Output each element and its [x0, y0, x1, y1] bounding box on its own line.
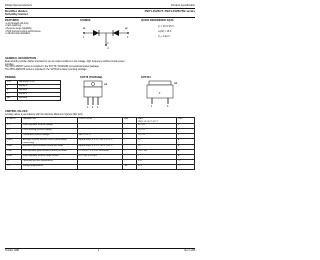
- pin-number: tab: [6, 97, 18, 101]
- row-parameter: Peak repetitive reverse voltage: [21, 124, 77, 129]
- sot78-pin-3-label: 3: [97, 107, 99, 108]
- document-type: Product specification: [171, 4, 195, 7]
- limiting-values-subtitle: Limiting values in accordance with the Absolute Maximum System (IEC 134): [5, 113, 83, 116]
- row-conditions: tₚ = 2 µs; δ = 0.001: [77, 155, 123, 160]
- general-description-body: [5, 61, 195, 72]
- feature-item: • High thermal cycling performance: [5, 30, 41, 33]
- row-min: -: [123, 129, 137, 134]
- row-max: 15: [137, 145, 177, 150]
- row-max: 20 / 25: [137, 124, 177, 129]
- description-line: supplies.: [5, 63, 15, 66]
- row-symbol: Tₛₜ₉: [6, 165, 22, 170]
- feature-item: • Reverse surge capability: [5, 27, 32, 30]
- sot78-tab-label: tab: [104, 84, 108, 86]
- row-parameter: Storage temperature: [21, 165, 77, 170]
- pin-number: 3: [6, 93, 18, 97]
- footer-date: October 1998: [5, 249, 19, 252]
- row-max: 20 / 25: [137, 134, 177, 139]
- row-unit: V: [177, 129, 195, 134]
- max-column-label: MAX.: [138, 118, 144, 120]
- sot404-tab-label: tab: [174, 83, 178, 85]
- quick-reference-values: [158, 26, 174, 39]
- sot404-pin-1-label: 1: [151, 106, 153, 108]
- title-line-2: Schottky barrier: [5, 11, 29, 16]
- sot78-heading: SOT78 (TO220AB): [80, 76, 103, 79]
- row-parameter: Non-repetitive peak forward current per diode: [21, 150, 77, 155]
- row-max: 175: [137, 165, 177, 170]
- sot404-heading: SOT404: [141, 76, 151, 79]
- limiting-values-table: [5, 117, 195, 170]
- subcolumn-25ct: 25CT: [152, 120, 158, 123]
- diode-symbol: [80, 23, 132, 51]
- row-unit: A: [177, 139, 195, 145]
- limiting-table-body: [6, 124, 195, 170]
- row-conditions: Tₘₐ ≤ 125 °C: [77, 134, 123, 139]
- row-conditions: square wave; δ = 0.5; Tₘₐ ≤ 133 °C: [77, 139, 123, 145]
- feature-item: • Low forward volt drop: [5, 22, 29, 25]
- pin-a1-label: a1: [83, 28, 86, 30]
- row-conditions: t = 10 ms; t = 8.3 ms sinusoidal: [77, 150, 123, 155]
- row-parameter: Average rectified forward current (both diodes conducting): [21, 139, 77, 145]
- row-parameter: Operating junction temperature: [21, 160, 77, 165]
- pinning-table: [5, 80, 61, 101]
- pin-k-label: k: [107, 43, 109, 45]
- footer-page-number: 1: [98, 249, 100, 252]
- row-min: -65: [123, 165, 137, 170]
- row-parameter: Continuous reverse voltage: [21, 134, 77, 139]
- row-max: 20 / 25: [137, 129, 177, 134]
- row-unit: A: [177, 155, 195, 160]
- footer-rule: [5, 248, 195, 249]
- pin-1-number: 1: [83, 37, 85, 39]
- pin-2-number: 2: [107, 48, 109, 50]
- row-unit: °C: [177, 165, 195, 170]
- title-rule: [5, 17, 195, 18]
- pin-3-number: 3: [127, 37, 129, 39]
- row-min: -: [123, 124, 137, 129]
- min-column-header: MIN.: [123, 118, 137, 124]
- pin-description: anode 2: [18, 93, 61, 97]
- row-max: 150 / 165: [137, 150, 177, 155]
- row-symbol: V₇₇₈: [6, 124, 22, 129]
- sot78-tab-icon: [84, 81, 102, 87]
- quick-ref-line: V₂ = 20 V/ 25 V: [158, 26, 174, 28]
- row-max: 150: [137, 160, 177, 165]
- conditions-column-header: CONDITIONS: [77, 118, 123, 124]
- row-parameter: Crest working reverse voltage: [21, 129, 77, 134]
- row-symbol: I₈RM: [6, 155, 22, 160]
- row-unit: A: [177, 150, 195, 155]
- sot404-pin-3-label: 3: [167, 106, 169, 108]
- sot78-pin-2-label: 2: [92, 107, 94, 108]
- symbol-column-header: SYMBOL: [6, 118, 22, 124]
- description-line: The PBYL1525CT series is supplied in the SOT78 (TO220AB) conventional leaded package.: [5, 66, 100, 69]
- row-symbol: V₈: [6, 134, 22, 139]
- description-line: Dual schottky rectifier diodes intended for use as output rectifiers in low voltage, high frequency switched mode power: [5, 61, 125, 63]
- features-list: [5, 23, 41, 37]
- pin-number: 1: [6, 85, 18, 89]
- company-name: Philips Semiconductors: [5, 4, 32, 7]
- row-unit: A: [177, 145, 195, 150]
- row-min: -: [123, 145, 137, 150]
- subcolumn-20ct: 20CT: [146, 120, 152, 123]
- row-parameter: Peak repetitive reverse surge current: [21, 155, 77, 160]
- sot404-body-icon: [147, 85, 173, 98]
- part-series: PBYL1525CT, PBYL1525CTB series: [144, 8, 195, 13]
- row-unit: V: [177, 124, 195, 129]
- row-min: -: [123, 150, 137, 155]
- table-row: [6, 165, 195, 170]
- pin-description: anode 1: [18, 85, 61, 89]
- row-conditions: square wave; δ = 0.5; Tₘₐ ≤ 133 °C: [77, 145, 123, 150]
- row-min: -: [123, 155, 137, 160]
- row-symbol: I₀RM: [6, 145, 22, 150]
- quick-ref-line: I₀(AV) = 15 A: [158, 31, 172, 34]
- general-description-heading: GENERAL DESCRIPTION: [5, 57, 37, 60]
- footer-revision: Rev 1.200: [184, 249, 195, 252]
- description-line: The PBYL1525CTB series is supplied in the SOT404 surface mounting package.: [5, 69, 88, 72]
- sot78-body-icon: [84, 87, 102, 97]
- row-min: -: [123, 139, 137, 145]
- sot404-tab-icon: [149, 81, 171, 85]
- row-unit: V: [177, 134, 195, 139]
- feature-item: • Low thermal resistance: [5, 33, 31, 36]
- row-conditions: [77, 165, 123, 170]
- row-min: -: [123, 134, 137, 139]
- features-heading: FEATURES: [5, 18, 19, 22]
- diode-2-icon: [113, 30, 119, 36]
- pinning-heading: PINNING: [5, 76, 16, 79]
- title-line-1: Rectifier diodes: [5, 8, 28, 13]
- pin-column-header: PIN: [6, 81, 18, 85]
- description-column-header: DESCRIPTION: [18, 81, 61, 85]
- row-symbol: Tⱼ: [6, 160, 22, 165]
- sot78-package-drawing: [80, 80, 128, 108]
- row-max: 15: [137, 139, 177, 145]
- table-row: [6, 97, 61, 101]
- sot404-package-drawing: [141, 80, 195, 108]
- row-symbol: I₀(AV): [6, 139, 22, 145]
- unit-column-header: UNIT: [177, 118, 195, 124]
- sot78-pin-1-label: 1: [87, 107, 89, 108]
- row-min: -: [123, 160, 137, 165]
- quick-reference-heading: QUICK REFERENCE DATA: [141, 18, 174, 22]
- pin-number: 2: [6, 89, 18, 93]
- pin-description: cathode: [18, 97, 61, 101]
- sot404-center-label: 2: [159, 93, 161, 95]
- row-symbol: I₀SM: [6, 150, 22, 155]
- pin-description: cathode: [18, 89, 61, 93]
- diode-1-icon: [93, 30, 99, 36]
- subcolumn-prefix: PBYL15: [138, 120, 147, 123]
- parameter-column-header: PARAMETER: [21, 118, 77, 124]
- pin-a2-label: a2: [125, 28, 128, 30]
- quick-ref-line: V₃ ≤ 0.42 V: [158, 36, 170, 39]
- row-parameter: Repetitive peak forward current per diode: [21, 145, 77, 150]
- feature-item: • Fast switching: [5, 25, 21, 28]
- row-symbol: V₇₈: [6, 129, 22, 134]
- row-max: 1: [137, 155, 177, 160]
- limiting-values-heading: LIMITING VALUES: [5, 110, 28, 113]
- symbol-heading: SYMBOL: [80, 18, 92, 22]
- row-unit: °C: [177, 160, 195, 165]
